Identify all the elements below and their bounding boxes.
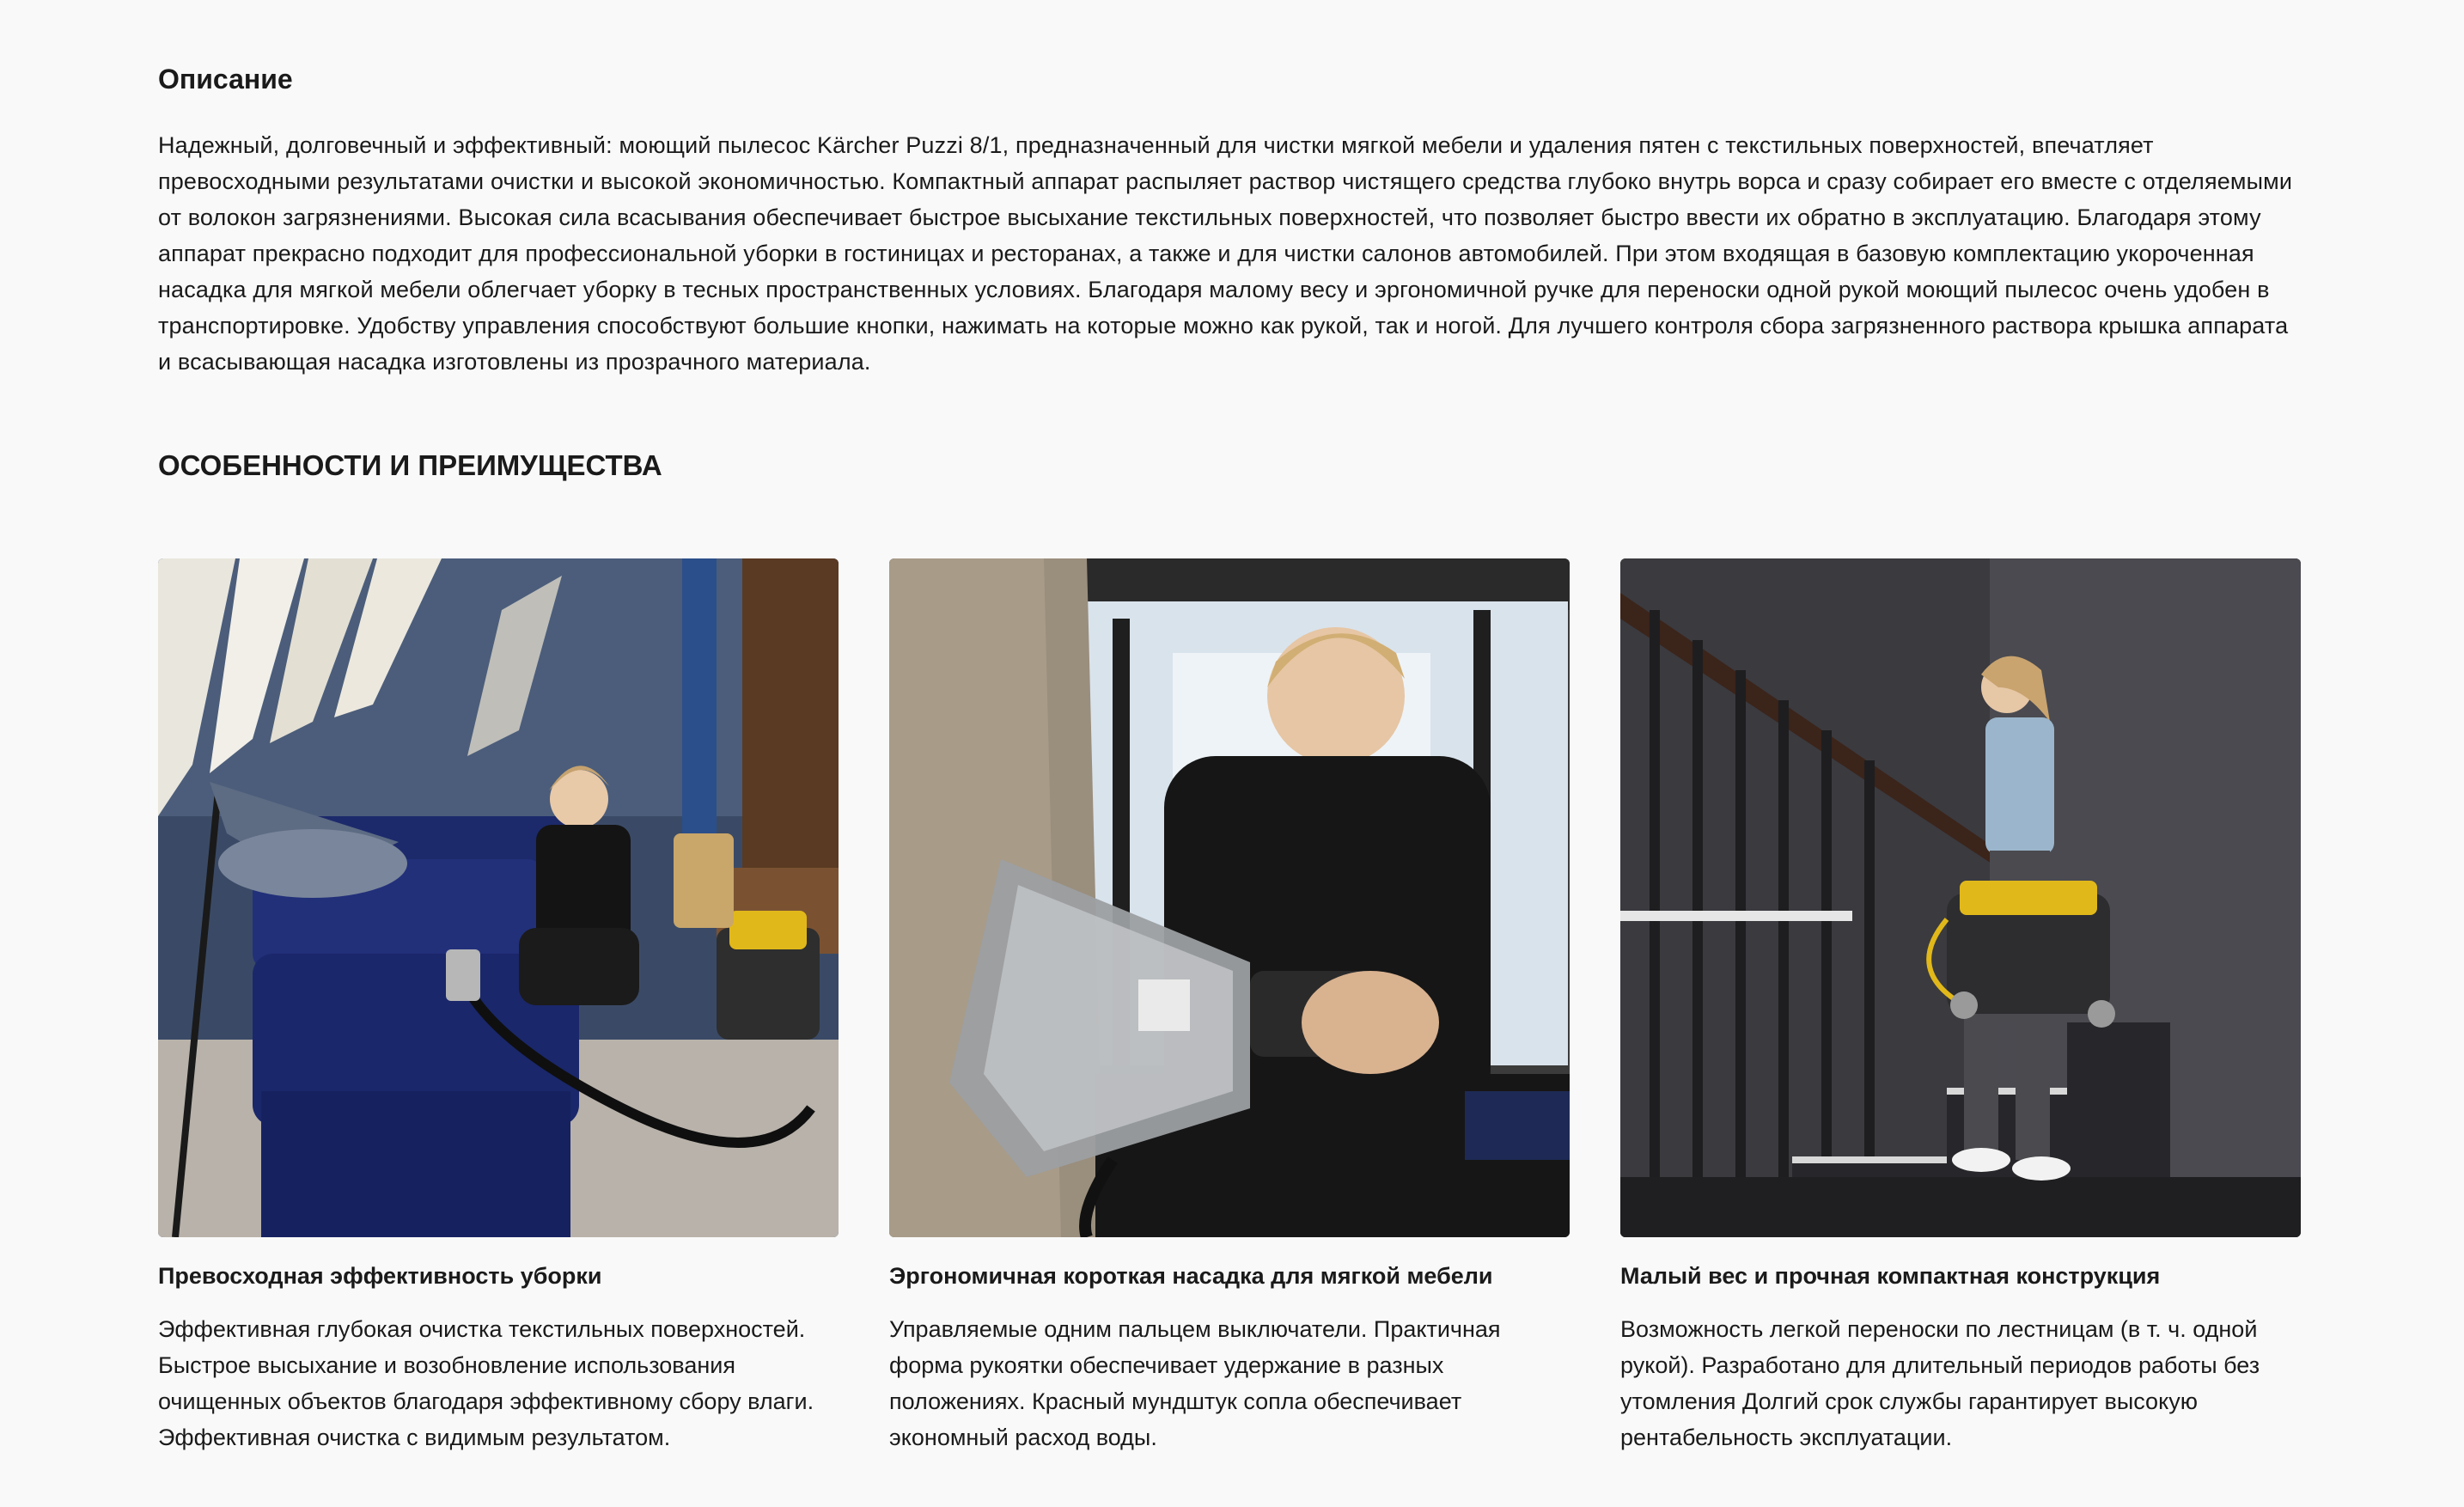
description-text: Надежный, долговечный и эффективный: моющий пылесос Kärcher Puzzi 8/1, предназначенный для чистки мягкой мебели и удаления пятен с текстильных поверхностей, впечатляет превосходными результатами очистки и высокой экономичностью. Компактный аппарат распыляет раствор чистящего средства глубоко внутрь ворса и сразу собирает его вместе с отделяемыми от волокон загрязнениями. Высокая сила всасывания обеспечивает быстрое высыхание текстильных поверхностей, что позволяет быстро ввести их обратно в эксплуатацию. Благодаря этому аппарат прекрасно подходит для профессиональной уборки в гостиницах и ресторанах, а также и для чистки салонов автомобилей. При этом входящая в базовую комплектацию укороченная насадка для мягкой мебели облегчает уборку в тесных пространственных условиях. Благодаря малому весу и эргономичной ручке для переноски одной рукой моющий пылесос очень удобен в транспортировке. Удобству управления способствуют большие кнопки, нажимать на которые можно как рукой, так и ногой. Для лучшего контроля сбора загрязненного раствора крышка аппарата и всасывающая насадка изготовлены из прозрачного материала. <box>158 132 2293 375</box>
feature-card-text: Управляемые одним пальцем выключатели. Практичная форма рукоятки обеспечивает удержание в разных положениях. Красный мундштук сопла обеспечивает экономный расход воды. <box>889 1316 1501 1450</box>
stairs-carrying-photo <box>1620 558 2301 1237</box>
features-heading: ОСОБЕННОСТИ И ПРЕИМУЩЕСТВА <box>158 449 662 481</box>
feature-card <box>1620 558 2301 1450</box>
feature-cards <box>158 558 2301 1504</box>
product-description-section <box>158 60 2301 1450</box>
sofa-cleaning-photo <box>158 558 839 1237</box>
feature-card-title: Малый вес и прочная компактная конструкция <box>1620 1263 2161 1289</box>
feature-card-title: Превосходная эффективность уборки <box>158 1263 602 1289</box>
description-heading: Описание <box>158 64 293 95</box>
feature-card <box>158 558 839 1450</box>
feature-card <box>889 558 1570 1450</box>
feature-card-title: Эргономичная короткая насадка для мягкой мебели <box>889 1263 1493 1289</box>
upholstery-nozzle-photo <box>889 558 1570 1237</box>
feature-card-text: Возможность легкой переноски по лестницам (в т. ч. одной рукой). Разработано для длительный периодов работы без утомления Долгий срок службы гарантирует высокую рентабельность эксплуатации. <box>1620 1316 2260 1450</box>
feature-card-text: Эффективная глубокая очистка текстильных поверхностей. Быстрое высыхание и возобновление использования очищенных объектов благодаря эффективному сбору влаги. Эффективная очистка с видимым результатом. <box>158 1316 814 1450</box>
